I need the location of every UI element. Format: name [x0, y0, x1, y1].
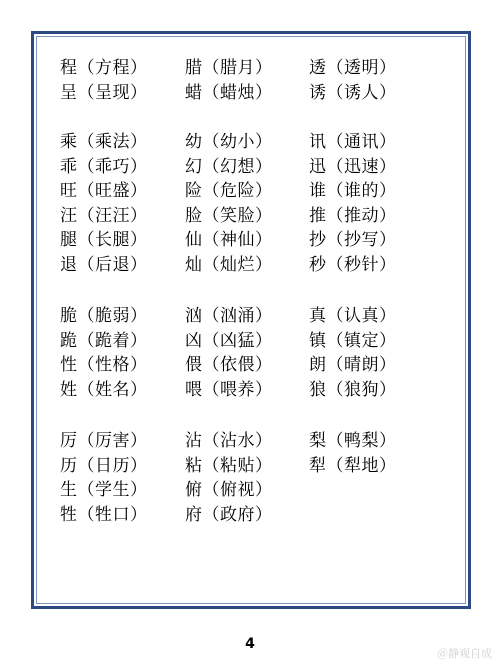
word-group-2: [34, 130, 474, 277]
word-entry: 犁（犁地）: [309, 455, 397, 476]
word-entry: 汪（汪汪）: [60, 205, 148, 226]
word-entry: 乖（乖巧）: [60, 156, 148, 177]
word-entry: 府（政府）: [185, 504, 273, 525]
word-entry: 朗（晴朗）: [309, 355, 397, 375]
word-entry: 乘（乘法）: [60, 132, 148, 152]
page-number: 4: [245, 636, 255, 652]
word-entry: 呈（呈现）: [60, 82, 148, 103]
word-entry: 蜡（蜡烛）: [185, 82, 273, 103]
word-entry: 粘（粘贴）: [185, 455, 273, 476]
word-row: [34, 130, 474, 155]
word-entry: 厉（厉害）: [60, 431, 148, 451]
word-row: [34, 204, 474, 229]
word-group-4: [34, 429, 474, 527]
word-entry: 仙（神仙）: [185, 230, 273, 250]
word-entry: 退（后退）: [60, 254, 148, 275]
word-entry: 脆（脆弱）: [60, 306, 148, 326]
word-row: [34, 81, 474, 106]
word-entry: 推（推动）: [309, 205, 397, 226]
word-entry: 腿（长腿）: [60, 230, 148, 250]
word-entry: 抄（抄写）: [309, 230, 397, 250]
word-entry: 喂（喂养）: [185, 379, 273, 400]
word-entry: 脸（笑脸）: [185, 205, 273, 226]
word-entry: 姓（姓名）: [60, 379, 148, 400]
word-entry: 幼（幼小）: [185, 132, 273, 152]
word-entry: 谁（谁的）: [309, 181, 397, 201]
word-entry: 生（学生）: [60, 480, 148, 500]
word-row: [34, 179, 474, 204]
word-row: [34, 329, 474, 354]
word-entry: 秒（秒针）: [309, 254, 397, 275]
word-entry: 凶（凶猛）: [185, 330, 273, 351]
word-entry: 透（透明）: [309, 58, 397, 78]
word-row: [34, 155, 474, 180]
word-entry: 梨（鸭梨）: [309, 431, 397, 451]
word-entry: 汹（汹涌）: [185, 306, 273, 326]
word-entry: 程（方程）: [60, 58, 148, 78]
word-row: [34, 378, 474, 403]
word-row: [34, 228, 474, 253]
word-entry: 讯（通讯）: [309, 132, 397, 152]
word-group-1: [34, 56, 474, 105]
word-row: [34, 478, 474, 503]
word-entry: 迅（迅速）: [309, 156, 397, 177]
word-entry: 跪（跪着）: [60, 330, 148, 351]
word-group-3: [34, 304, 474, 402]
word-row: [34, 503, 474, 528]
word-entry: 历（日历）: [60, 455, 148, 476]
word-row: [34, 454, 474, 479]
word-row: [34, 353, 474, 378]
word-entry: 灿（灿烂）: [185, 254, 273, 275]
word-entry: 险（危险）: [185, 181, 273, 201]
word-entry: 狼（狼狗）: [309, 379, 397, 400]
word-entry: 沾（沾水）: [185, 431, 273, 451]
page-border: [31, 31, 471, 609]
word-row: [34, 56, 474, 81]
word-row: [34, 304, 474, 329]
watermark: ＠静观自成: [437, 647, 492, 660]
word-entry: 性（性格）: [60, 355, 148, 375]
word-row: [34, 253, 474, 278]
word-row: [34, 429, 474, 454]
word-entry: 镇（镇定）: [309, 330, 397, 351]
word-entry: 真（认真）: [309, 306, 397, 326]
word-entry: 牲（牲口）: [60, 504, 148, 525]
word-entry: 偎（依偎）: [185, 355, 273, 375]
word-entry: 诱（诱人）: [309, 82, 397, 103]
word-entry: 旺（旺盛）: [60, 181, 148, 201]
word-entry: 幻（幻想）: [185, 156, 273, 177]
word-entry: 俯（俯视）: [185, 480, 273, 500]
word-entry: 腊（腊月）: [185, 58, 273, 78]
